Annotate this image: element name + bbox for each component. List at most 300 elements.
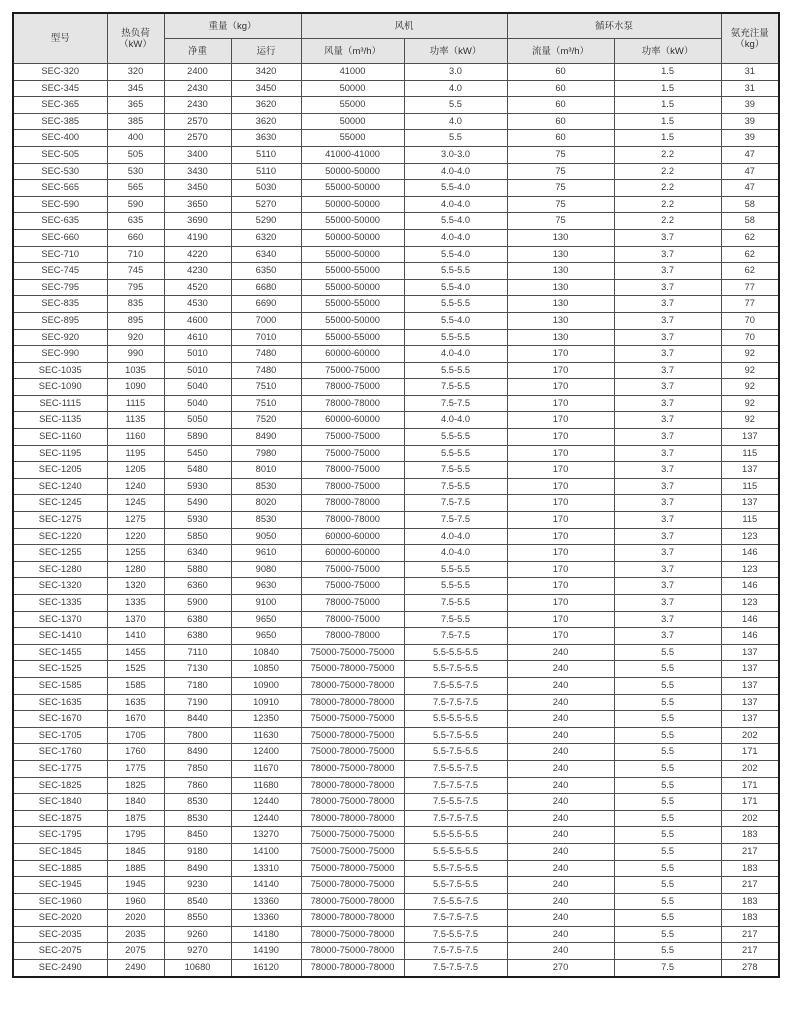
cell-model: SEC-365 bbox=[13, 97, 107, 114]
cell-net-weight: 9230 bbox=[164, 877, 231, 894]
cell-ammonia-charge: 70 bbox=[721, 312, 779, 329]
cell-air-flow: 50000-50000 bbox=[301, 163, 404, 180]
cell-fan-power: 7.5-7.5 bbox=[404, 495, 507, 512]
table-row bbox=[13, 130, 779, 147]
cell-ammonia-charge: 183 bbox=[721, 893, 779, 910]
table-row bbox=[13, 893, 779, 910]
cell-ammonia-charge: 47 bbox=[721, 163, 779, 180]
cell-operating-weight: 14140 bbox=[231, 877, 301, 894]
column-header-air-flow: 风量（m³/h） bbox=[301, 39, 404, 64]
cell-net-weight: 2570 bbox=[164, 113, 231, 130]
cell-fan-power: 5.5-5.5-5.5 bbox=[404, 711, 507, 728]
column-group-weight: 重量（kg） bbox=[164, 13, 301, 39]
cell-air-flow: 75000-78000-75000 bbox=[301, 727, 404, 744]
cell-net-weight: 5040 bbox=[164, 395, 231, 412]
cell-fan-power: 7.5-7.5-7.5 bbox=[404, 777, 507, 794]
cell-operating-weight: 6690 bbox=[231, 296, 301, 313]
cell-net-weight: 2430 bbox=[164, 97, 231, 114]
table-row bbox=[13, 960, 779, 977]
table-row bbox=[13, 379, 779, 396]
cell-operating-weight: 9100 bbox=[231, 595, 301, 612]
table-row bbox=[13, 263, 779, 280]
cell-model: SEC-1255 bbox=[13, 545, 107, 562]
cell-ammonia-charge: 217 bbox=[721, 877, 779, 894]
cell-pump-flow: 170 bbox=[507, 561, 614, 578]
cell-pump-flow: 170 bbox=[507, 346, 614, 363]
table-row bbox=[13, 777, 779, 794]
cell-fan-power: 5.5-4.0 bbox=[404, 312, 507, 329]
cell-pump-power: 1.5 bbox=[614, 113, 721, 130]
cell-ammonia-charge: 39 bbox=[721, 113, 779, 130]
cell-fan-power: 5.5-5.5 bbox=[404, 429, 507, 446]
cell-air-flow: 55000-50000 bbox=[301, 180, 404, 197]
cell-operating-weight: 8530 bbox=[231, 478, 301, 495]
cell-net-weight: 8530 bbox=[164, 794, 231, 811]
cell-pump-flow: 75 bbox=[507, 196, 614, 213]
cell-model: SEC-385 bbox=[13, 113, 107, 130]
cell-model: SEC-2490 bbox=[13, 960, 107, 977]
cell-net-weight: 5480 bbox=[164, 462, 231, 479]
cell-model: SEC-1135 bbox=[13, 412, 107, 429]
cell-heat-load: 385 bbox=[107, 113, 164, 130]
cell-heat-load: 1635 bbox=[107, 694, 164, 711]
cell-operating-weight: 9650 bbox=[231, 611, 301, 628]
cell-ammonia-charge: 77 bbox=[721, 296, 779, 313]
cell-net-weight: 2400 bbox=[164, 64, 231, 81]
cell-heat-load: 2020 bbox=[107, 910, 164, 927]
cell-net-weight: 5930 bbox=[164, 512, 231, 529]
cell-ammonia-charge: 123 bbox=[721, 528, 779, 545]
cell-model: SEC-1945 bbox=[13, 877, 107, 894]
cell-air-flow: 75000-75000 bbox=[301, 578, 404, 595]
cell-heat-load: 1205 bbox=[107, 462, 164, 479]
table-row bbox=[13, 329, 779, 346]
cell-ammonia-charge: 183 bbox=[721, 827, 779, 844]
cell-net-weight: 3400 bbox=[164, 146, 231, 163]
cell-heat-load: 745 bbox=[107, 263, 164, 280]
cell-pump-flow: 170 bbox=[507, 595, 614, 612]
cell-pump-flow: 60 bbox=[507, 97, 614, 114]
cell-ammonia-charge: 137 bbox=[721, 677, 779, 694]
cell-fan-power: 7.5-7.5 bbox=[404, 512, 507, 529]
cell-pump-power: 3.7 bbox=[614, 495, 721, 512]
cell-model: SEC-795 bbox=[13, 279, 107, 296]
cell-fan-power: 4.0-4.0 bbox=[404, 412, 507, 429]
cell-air-flow: 78000-75000-78000 bbox=[301, 926, 404, 943]
cell-ammonia-charge: 171 bbox=[721, 777, 779, 794]
cell-ammonia-charge: 47 bbox=[721, 146, 779, 163]
cell-pump-power: 1.5 bbox=[614, 80, 721, 97]
cell-operating-weight: 6680 bbox=[231, 279, 301, 296]
cell-heat-load: 635 bbox=[107, 213, 164, 230]
table-row bbox=[13, 843, 779, 860]
cell-operating-weight: 3450 bbox=[231, 80, 301, 97]
cell-net-weight: 8490 bbox=[164, 744, 231, 761]
cell-heat-load: 1220 bbox=[107, 528, 164, 545]
cell-fan-power: 7.5-5.5-7.5 bbox=[404, 760, 507, 777]
cell-pump-power: 3.7 bbox=[614, 296, 721, 313]
cell-fan-power: 7.5-7.5-7.5 bbox=[404, 810, 507, 827]
cell-operating-weight: 12350 bbox=[231, 711, 301, 728]
cell-air-flow: 60000-60000 bbox=[301, 545, 404, 562]
cell-pump-power: 2.2 bbox=[614, 213, 721, 230]
table-row bbox=[13, 180, 779, 197]
cell-air-flow: 75000-75000-75000 bbox=[301, 711, 404, 728]
cell-net-weight: 8530 bbox=[164, 810, 231, 827]
cell-air-flow: 78000-78000-78000 bbox=[301, 910, 404, 927]
cell-pump-power: 3.7 bbox=[614, 379, 721, 396]
cell-fan-power: 3.0 bbox=[404, 64, 507, 81]
cell-heat-load: 345 bbox=[107, 80, 164, 97]
cell-pump-flow: 130 bbox=[507, 279, 614, 296]
cell-fan-power: 5.5-7.5-5.5 bbox=[404, 860, 507, 877]
column-group-fan: 风机 bbox=[301, 13, 507, 39]
cell-operating-weight: 8020 bbox=[231, 495, 301, 512]
cell-net-weight: 5850 bbox=[164, 528, 231, 545]
cell-operating-weight: 3630 bbox=[231, 130, 301, 147]
table-row bbox=[13, 611, 779, 628]
cell-pump-power: 7.5 bbox=[614, 960, 721, 977]
cell-fan-power: 4.0-4.0 bbox=[404, 346, 507, 363]
cell-pump-power: 3.7 bbox=[614, 412, 721, 429]
cell-ammonia-charge: 137 bbox=[721, 711, 779, 728]
cell-pump-flow: 270 bbox=[507, 960, 614, 977]
cell-model: SEC-565 bbox=[13, 180, 107, 197]
cell-net-weight: 4230 bbox=[164, 263, 231, 280]
cell-fan-power: 5.5-7.5-5.5 bbox=[404, 661, 507, 678]
cell-pump-flow: 130 bbox=[507, 229, 614, 246]
table-row bbox=[13, 229, 779, 246]
cell-model: SEC-745 bbox=[13, 263, 107, 280]
cell-pump-flow: 75 bbox=[507, 213, 614, 230]
table-row bbox=[13, 694, 779, 711]
cell-ammonia-charge: 171 bbox=[721, 794, 779, 811]
cell-operating-weight: 13360 bbox=[231, 893, 301, 910]
cell-pump-flow: 240 bbox=[507, 694, 614, 711]
cell-fan-power: 5.5-5.5-5.5 bbox=[404, 644, 507, 661]
cell-model: SEC-1635 bbox=[13, 694, 107, 711]
spec-table-body bbox=[13, 64, 779, 977]
cell-heat-load: 835 bbox=[107, 296, 164, 313]
cell-pump-flow: 240 bbox=[507, 661, 614, 678]
cell-net-weight: 8490 bbox=[164, 860, 231, 877]
column-header-model: 型号 bbox=[13, 13, 107, 64]
cell-pump-power: 5.5 bbox=[614, 843, 721, 860]
cell-pump-flow: 170 bbox=[507, 395, 614, 412]
cell-ammonia-charge: 217 bbox=[721, 926, 779, 943]
cell-fan-power: 7.5-5.5-7.5 bbox=[404, 893, 507, 910]
table-row bbox=[13, 644, 779, 661]
cell-heat-load: 1840 bbox=[107, 794, 164, 811]
cell-fan-power: 5.5-5.5-5.5 bbox=[404, 843, 507, 860]
cell-operating-weight: 7980 bbox=[231, 445, 301, 462]
cell-model: SEC-590 bbox=[13, 196, 107, 213]
cell-operating-weight: 11680 bbox=[231, 777, 301, 794]
cell-ammonia-charge: 202 bbox=[721, 727, 779, 744]
cell-pump-power: 3.7 bbox=[614, 246, 721, 263]
cell-model: SEC-505 bbox=[13, 146, 107, 163]
table-row bbox=[13, 744, 779, 761]
cell-pump-flow: 240 bbox=[507, 727, 614, 744]
cell-pump-flow: 240 bbox=[507, 877, 614, 894]
cell-ammonia-charge: 123 bbox=[721, 595, 779, 612]
cell-operating-weight: 13270 bbox=[231, 827, 301, 844]
cell-heat-load: 1795 bbox=[107, 827, 164, 844]
cell-air-flow: 75000-78000-75000 bbox=[301, 877, 404, 894]
cell-model: SEC-1960 bbox=[13, 893, 107, 910]
cell-pump-power: 3.7 bbox=[614, 429, 721, 446]
table-row bbox=[13, 860, 779, 877]
cell-air-flow: 60000-60000 bbox=[301, 528, 404, 545]
cell-ammonia-charge: 137 bbox=[721, 462, 779, 479]
cell-pump-flow: 240 bbox=[507, 777, 614, 794]
cell-pump-power: 5.5 bbox=[614, 893, 721, 910]
cell-air-flow: 78000-78000 bbox=[301, 395, 404, 412]
cell-heat-load: 1255 bbox=[107, 545, 164, 562]
cell-net-weight: 5450 bbox=[164, 445, 231, 462]
cell-heat-load: 1760 bbox=[107, 744, 164, 761]
table-row bbox=[13, 346, 779, 363]
cell-air-flow: 41000-41000 bbox=[301, 146, 404, 163]
cell-model: SEC-1160 bbox=[13, 429, 107, 446]
cell-pump-power: 5.5 bbox=[614, 661, 721, 678]
cell-ammonia-charge: 62 bbox=[721, 263, 779, 280]
cell-pump-power: 1.5 bbox=[614, 130, 721, 147]
cell-model: SEC-710 bbox=[13, 246, 107, 263]
cell-net-weight: 6380 bbox=[164, 611, 231, 628]
cell-operating-weight: 10850 bbox=[231, 661, 301, 678]
cell-operating-weight: 7510 bbox=[231, 395, 301, 412]
cell-pump-flow: 240 bbox=[507, 794, 614, 811]
cell-pump-flow: 130 bbox=[507, 312, 614, 329]
table-row bbox=[13, 545, 779, 562]
cell-ammonia-charge: 31 bbox=[721, 64, 779, 81]
cell-fan-power: 7.5-5.5 bbox=[404, 611, 507, 628]
cell-heat-load: 1825 bbox=[107, 777, 164, 794]
table-row bbox=[13, 146, 779, 163]
cell-model: SEC-2035 bbox=[13, 926, 107, 943]
cell-air-flow: 78000-78000 bbox=[301, 628, 404, 645]
cell-air-flow: 78000-75000-78000 bbox=[301, 893, 404, 910]
cell-net-weight: 7130 bbox=[164, 661, 231, 678]
table-row bbox=[13, 926, 779, 943]
cell-pump-flow: 170 bbox=[507, 545, 614, 562]
cell-ammonia-charge: 115 bbox=[721, 445, 779, 462]
cell-model: SEC-990 bbox=[13, 346, 107, 363]
heat-load-label-line1: 热负荷 bbox=[121, 27, 150, 39]
cell-pump-power: 2.2 bbox=[614, 163, 721, 180]
cell-net-weight: 4220 bbox=[164, 246, 231, 263]
cell-fan-power: 5.5-7.5-5.5 bbox=[404, 727, 507, 744]
cell-pump-power: 3.7 bbox=[614, 279, 721, 296]
table-row bbox=[13, 163, 779, 180]
cell-pump-power: 5.5 bbox=[614, 677, 721, 694]
cell-heat-load: 320 bbox=[107, 64, 164, 81]
cell-operating-weight: 6350 bbox=[231, 263, 301, 280]
table-row bbox=[13, 512, 779, 529]
cell-model: SEC-1775 bbox=[13, 760, 107, 777]
cell-air-flow: 75000-75000 bbox=[301, 561, 404, 578]
cell-pump-flow: 170 bbox=[507, 379, 614, 396]
table-row bbox=[13, 362, 779, 379]
cell-heat-load: 895 bbox=[107, 312, 164, 329]
cell-model: SEC-1335 bbox=[13, 595, 107, 612]
cell-pump-flow: 240 bbox=[507, 860, 614, 877]
cell-air-flow: 75000-75000 bbox=[301, 445, 404, 462]
cell-operating-weight: 10910 bbox=[231, 694, 301, 711]
cell-pump-power: 3.7 bbox=[614, 545, 721, 562]
table-row bbox=[13, 528, 779, 545]
cell-pump-power: 3.7 bbox=[614, 512, 721, 529]
cell-net-weight: 7800 bbox=[164, 727, 231, 744]
table-row bbox=[13, 279, 779, 296]
cell-net-weight: 7860 bbox=[164, 777, 231, 794]
cell-operating-weight: 7510 bbox=[231, 379, 301, 396]
cell-pump-power: 3.7 bbox=[614, 578, 721, 595]
spec-table bbox=[12, 12, 780, 978]
cell-operating-weight: 12400 bbox=[231, 744, 301, 761]
table-row bbox=[13, 445, 779, 462]
cell-fan-power: 7.5-5.5-7.5 bbox=[404, 794, 507, 811]
cell-ammonia-charge: 146 bbox=[721, 545, 779, 562]
cell-fan-power: 7.5-5.5-7.5 bbox=[404, 926, 507, 943]
table-row bbox=[13, 97, 779, 114]
cell-model: SEC-1525 bbox=[13, 661, 107, 678]
cell-pump-power: 1.5 bbox=[614, 64, 721, 81]
cell-net-weight: 8440 bbox=[164, 711, 231, 728]
cell-fan-power: 7.5-7.5-7.5 bbox=[404, 943, 507, 960]
cell-fan-power: 5.5-5.5 bbox=[404, 329, 507, 346]
cell-heat-load: 1090 bbox=[107, 379, 164, 396]
cell-operating-weight: 9080 bbox=[231, 561, 301, 578]
cell-air-flow: 55000-50000 bbox=[301, 279, 404, 296]
table-row bbox=[13, 395, 779, 412]
cell-air-flow: 78000-78000-78000 bbox=[301, 960, 404, 977]
cell-ammonia-charge: 47 bbox=[721, 180, 779, 197]
cell-net-weight: 6380 bbox=[164, 628, 231, 645]
cell-net-weight: 8550 bbox=[164, 910, 231, 927]
cell-fan-power: 5.5-5.5 bbox=[404, 296, 507, 313]
table-row bbox=[13, 628, 779, 645]
cell-operating-weight: 14180 bbox=[231, 926, 301, 943]
cell-fan-power: 4.0-4.0 bbox=[404, 196, 507, 213]
cell-model: SEC-2020 bbox=[13, 910, 107, 927]
cell-net-weight: 5490 bbox=[164, 495, 231, 512]
cell-heat-load: 1320 bbox=[107, 578, 164, 595]
cell-net-weight: 5040 bbox=[164, 379, 231, 396]
cell-air-flow: 75000-75000 bbox=[301, 429, 404, 446]
column-header-net-weight: 净重 bbox=[164, 39, 231, 64]
cell-model: SEC-1455 bbox=[13, 644, 107, 661]
cell-fan-power: 7.5-5.5 bbox=[404, 478, 507, 495]
cell-net-weight: 5930 bbox=[164, 478, 231, 495]
cell-air-flow: 78000-75000-78000 bbox=[301, 794, 404, 811]
cell-pump-flow: 240 bbox=[507, 827, 614, 844]
cell-net-weight: 5010 bbox=[164, 362, 231, 379]
cell-model: SEC-1035 bbox=[13, 362, 107, 379]
cell-heat-load: 1135 bbox=[107, 412, 164, 429]
cell-ammonia-charge: 115 bbox=[721, 478, 779, 495]
cell-fan-power: 5.5-4.0 bbox=[404, 213, 507, 230]
cell-heat-load: 1670 bbox=[107, 711, 164, 728]
cell-model: SEC-345 bbox=[13, 80, 107, 97]
table-row bbox=[13, 877, 779, 894]
cell-pump-flow: 240 bbox=[507, 760, 614, 777]
cell-ammonia-charge: 92 bbox=[721, 379, 779, 396]
cell-heat-load: 530 bbox=[107, 163, 164, 180]
cell-air-flow: 78000-75000 bbox=[301, 478, 404, 495]
cell-operating-weight: 5030 bbox=[231, 180, 301, 197]
heat-load-label-line2: （kW） bbox=[119, 38, 152, 50]
cell-pump-power: 5.5 bbox=[614, 926, 721, 943]
cell-heat-load: 1035 bbox=[107, 362, 164, 379]
cell-air-flow: 55000-55000 bbox=[301, 263, 404, 280]
cell-operating-weight: 6340 bbox=[231, 246, 301, 263]
cell-pump-flow: 130 bbox=[507, 329, 614, 346]
cell-air-flow: 60000-60000 bbox=[301, 412, 404, 429]
cell-pump-power: 3.7 bbox=[614, 561, 721, 578]
cell-net-weight: 3650 bbox=[164, 196, 231, 213]
cell-pump-flow: 240 bbox=[507, 711, 614, 728]
cell-fan-power: 7.5-7.5-7.5 bbox=[404, 960, 507, 977]
cell-pump-flow: 170 bbox=[507, 412, 614, 429]
cell-operating-weight: 7520 bbox=[231, 412, 301, 429]
table-row bbox=[13, 827, 779, 844]
cell-model: SEC-320 bbox=[13, 64, 107, 81]
cell-pump-flow: 240 bbox=[507, 810, 614, 827]
table-row bbox=[13, 711, 779, 728]
cell-ammonia-charge: 62 bbox=[721, 246, 779, 263]
cell-fan-power: 7.5-7.5 bbox=[404, 395, 507, 412]
cell-operating-weight: 10900 bbox=[231, 677, 301, 694]
cell-fan-power: 4.0 bbox=[404, 113, 507, 130]
cell-pump-flow: 170 bbox=[507, 512, 614, 529]
cell-pump-power: 5.5 bbox=[614, 727, 721, 744]
cell-heat-load: 920 bbox=[107, 329, 164, 346]
table-row bbox=[13, 561, 779, 578]
cell-pump-power: 5.5 bbox=[614, 744, 721, 761]
cell-operating-weight: 3620 bbox=[231, 113, 301, 130]
cell-fan-power: 7.5-7.5-7.5 bbox=[404, 910, 507, 927]
table-row bbox=[13, 312, 779, 329]
cell-heat-load: 795 bbox=[107, 279, 164, 296]
cell-net-weight: 5900 bbox=[164, 595, 231, 612]
cell-ammonia-charge: 62 bbox=[721, 229, 779, 246]
cell-fan-power: 7.5-5.5 bbox=[404, 595, 507, 612]
cell-model: SEC-1275 bbox=[13, 512, 107, 529]
cell-ammonia-charge: 123 bbox=[721, 561, 779, 578]
cell-pump-power: 1.5 bbox=[614, 97, 721, 114]
cell-model: SEC-1115 bbox=[13, 395, 107, 412]
cell-model: SEC-1795 bbox=[13, 827, 107, 844]
cell-air-flow: 78000-78000-78000 bbox=[301, 694, 404, 711]
cell-ammonia-charge: 278 bbox=[721, 960, 779, 977]
cell-model: SEC-400 bbox=[13, 130, 107, 147]
cell-net-weight: 3430 bbox=[164, 163, 231, 180]
cell-air-flow: 78000-75000 bbox=[301, 595, 404, 612]
cell-operating-weight: 5110 bbox=[231, 163, 301, 180]
cell-pump-power: 5.5 bbox=[614, 943, 721, 960]
cell-model: SEC-1410 bbox=[13, 628, 107, 645]
cell-pump-power: 2.2 bbox=[614, 196, 721, 213]
cell-model: SEC-530 bbox=[13, 163, 107, 180]
cell-heat-load: 1195 bbox=[107, 445, 164, 462]
cell-heat-load: 1370 bbox=[107, 611, 164, 628]
cell-net-weight: 7190 bbox=[164, 694, 231, 711]
cell-heat-load: 660 bbox=[107, 229, 164, 246]
cell-fan-power: 5.5-4.0 bbox=[404, 246, 507, 263]
cell-air-flow: 78000-78000 bbox=[301, 495, 404, 512]
